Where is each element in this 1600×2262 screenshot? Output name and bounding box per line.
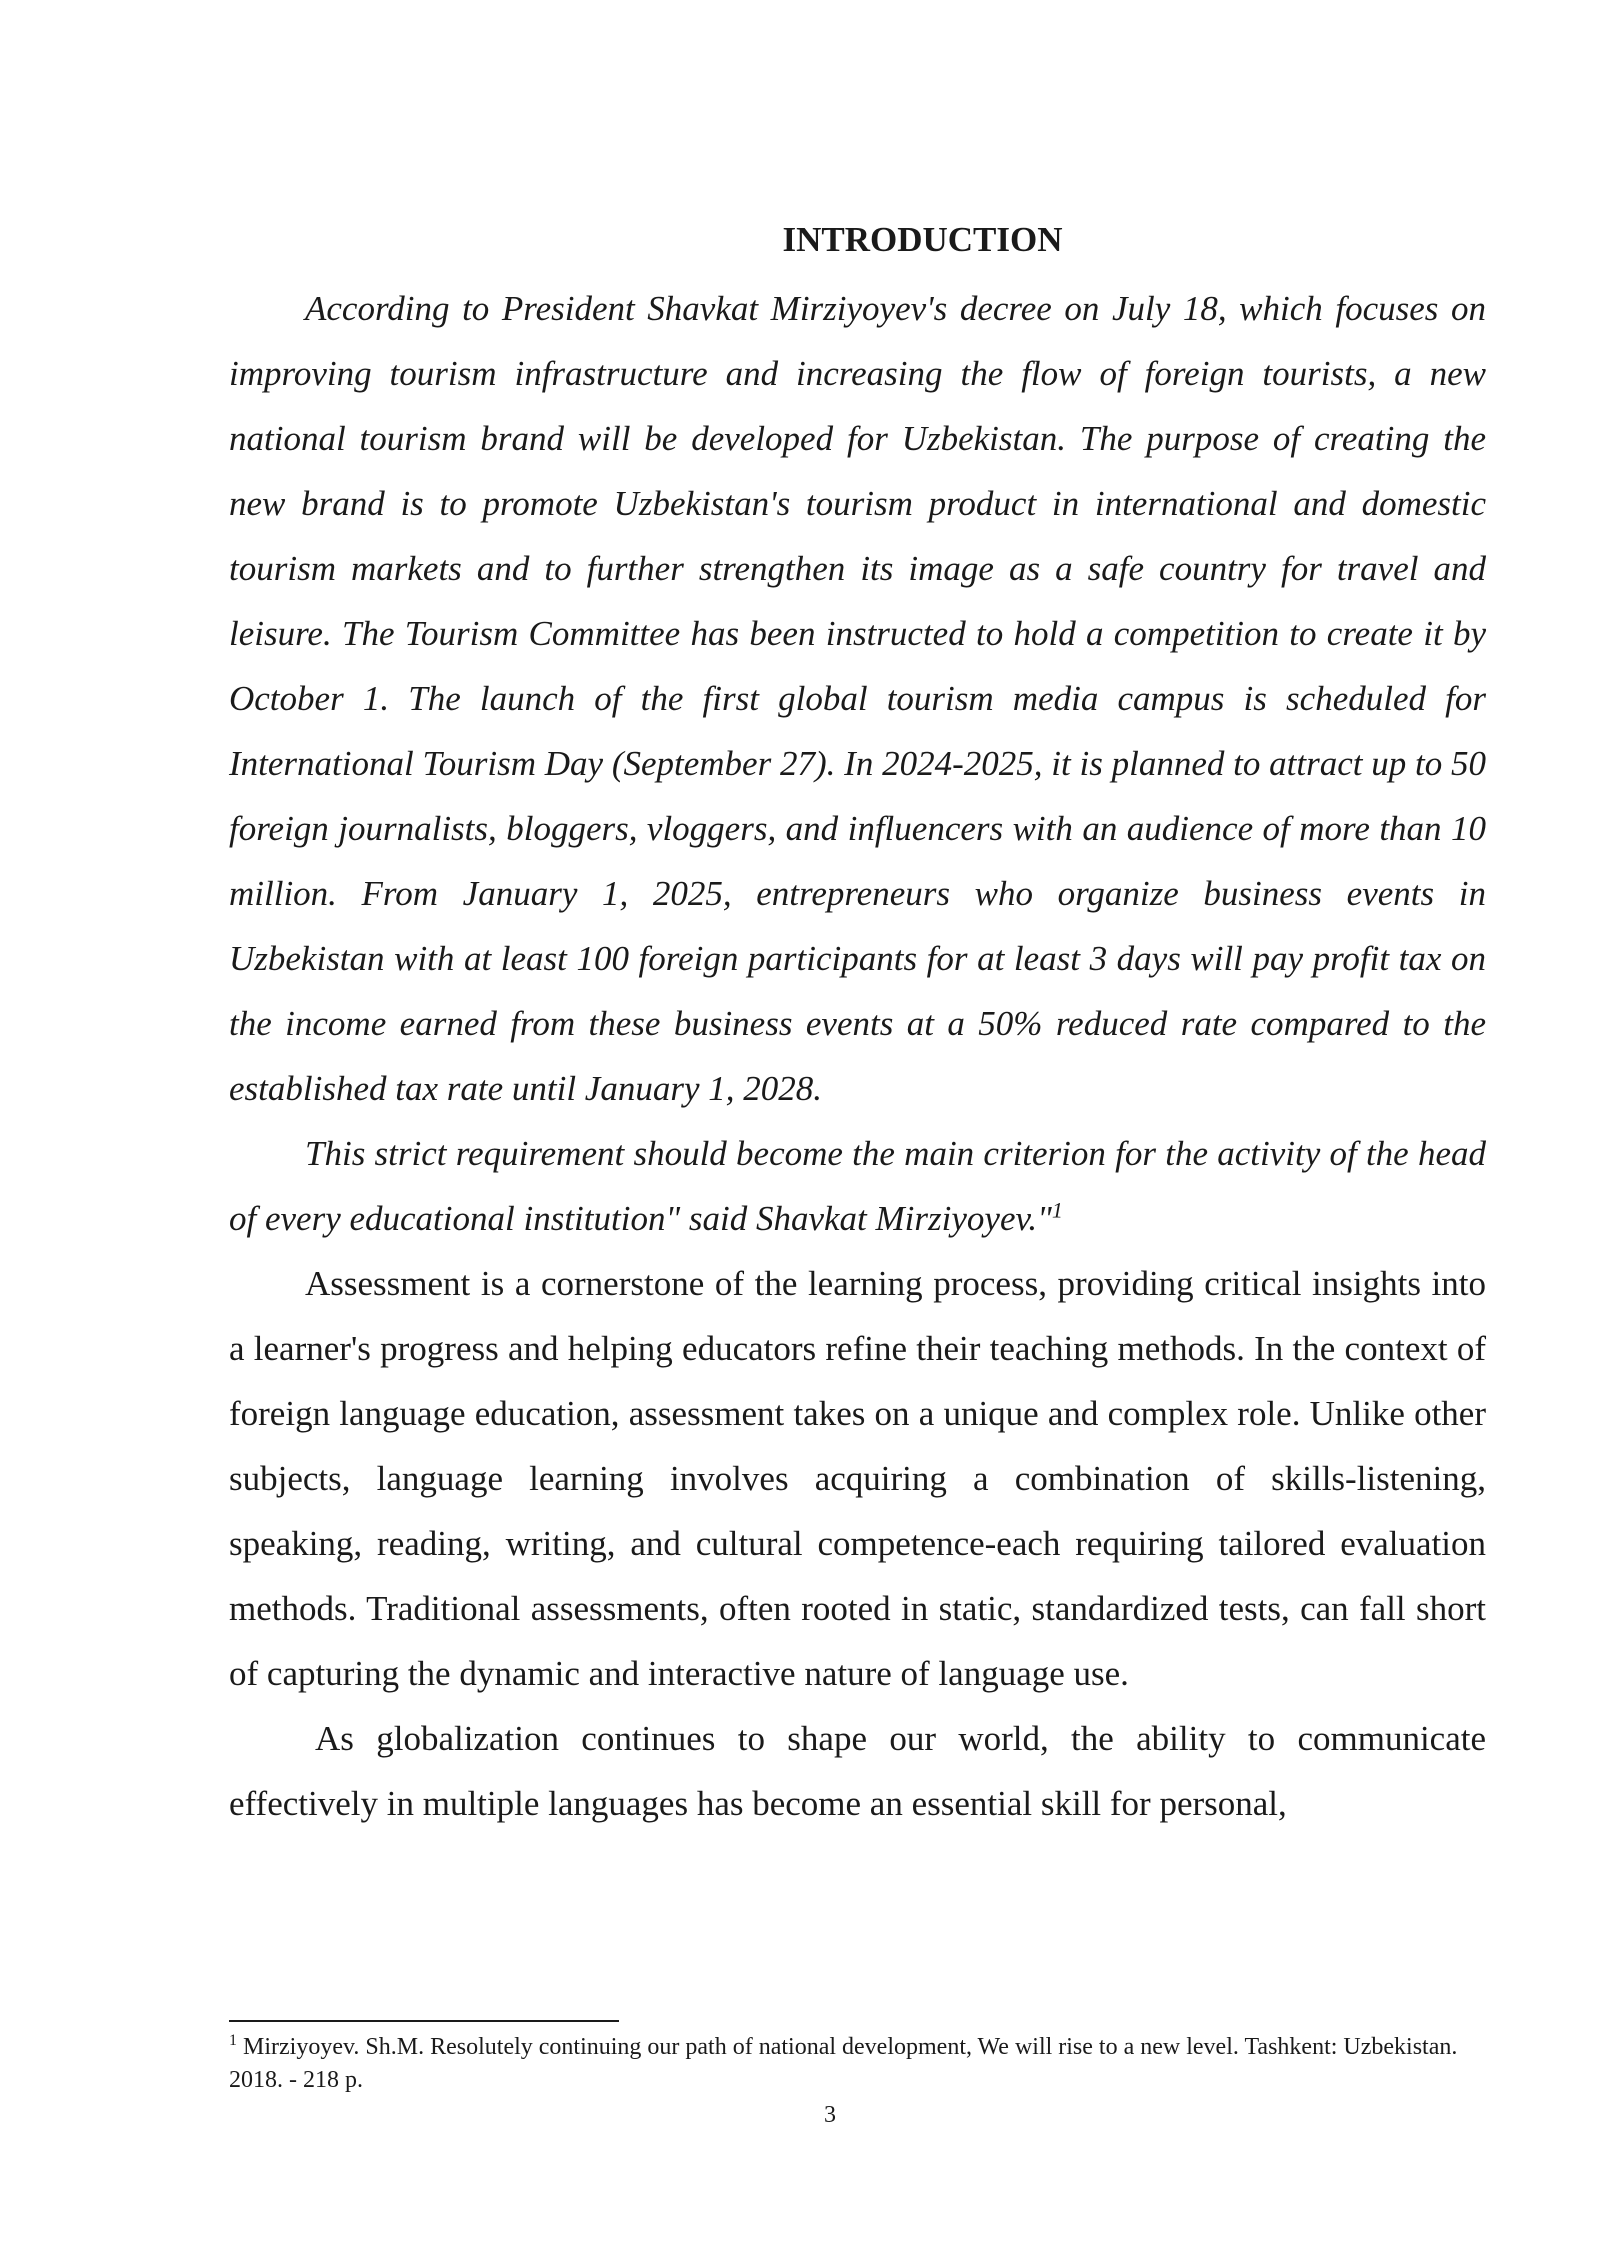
paragraph-quote-text: This strict requirement should become the main criterion for the activity of the head of every educational institution" said Shavkat Mirziyoyev." [229, 1134, 1486, 1238]
paragraph-quote [229, 1121, 1486, 1251]
footnote-reference[interactable]: 1 [1051, 1197, 1063, 1223]
footnote-text: Mirziyoyev. Sh.M. Resolutely continuing our path of national development, We will rise to a new level. Tashkent: Uzbekistan. 2018. - 218 p. [229, 2034, 1458, 2093]
footnote-marker: 1 [229, 2032, 237, 2049]
paragraph-decree-text: According to President Shavkat Mirziyoyev's decree on July 18, which focuses on improving tourism infrastructure and increasing the flow of foreign tourists, a new national tourism brand will be developed for Uzbekistan. The purpose of creating the new brand is to promote Uzbekistan's tourism product in international and domestic tourism markets and to further strengthen its image as a safe country for travel and leisure. The Tourism Committee has been instructed to hold a competition to create it by October 1. The launch of the first global tourism media campus is scheduled for International Tourism Day (September 27). In 2024-2025, it is planned to attract up to 50 foreign journalists, bloggers, vloggers, and influencers with an audience of more than 10 million. From January 1, 2025, entrepreneurs who organize business events in Uzbekistan with at least 100 foreign participants for at least 3 days will pay profit tax on the income earned from these business events at a 50% reduced rate compared to the established tax rate until January 1, 2028. [229, 289, 1486, 1108]
paragraph-globalization-text: As globalization continues to shape our world, the ability to communicate effectively in multiple languages has become an essential skill for personal, [229, 1719, 1486, 1823]
paragraph-globalization [229, 1706, 1486, 1836]
section-title: INTRODUCTION [782, 220, 1063, 259]
footnote [229, 2031, 1486, 2097]
paragraph-decree [229, 276, 1486, 1121]
paragraph-assessment [229, 1251, 1486, 1706]
page-number: 3 [824, 2102, 836, 2128]
page-body [229, 212, 1486, 1836]
paragraph-assessment-text: Assessment is a cornerstone of the learning process, providing critical insights into a learner's progress and helping educators refine their teaching methods. In the context of foreign language education, assessment takes on a unique and complex role. Unlike other subjects, language learning involves acquiring a combination of skills-listening, speaking, reading, writing, and cultural competence-each requiring tailored evaluation methods. Traditional assessments, often rooted in static, standardized tests, can fall short of capturing the dynamic and interactive nature of language use. [229, 1264, 1486, 1693]
footnote-separator [229, 2020, 619, 2022]
